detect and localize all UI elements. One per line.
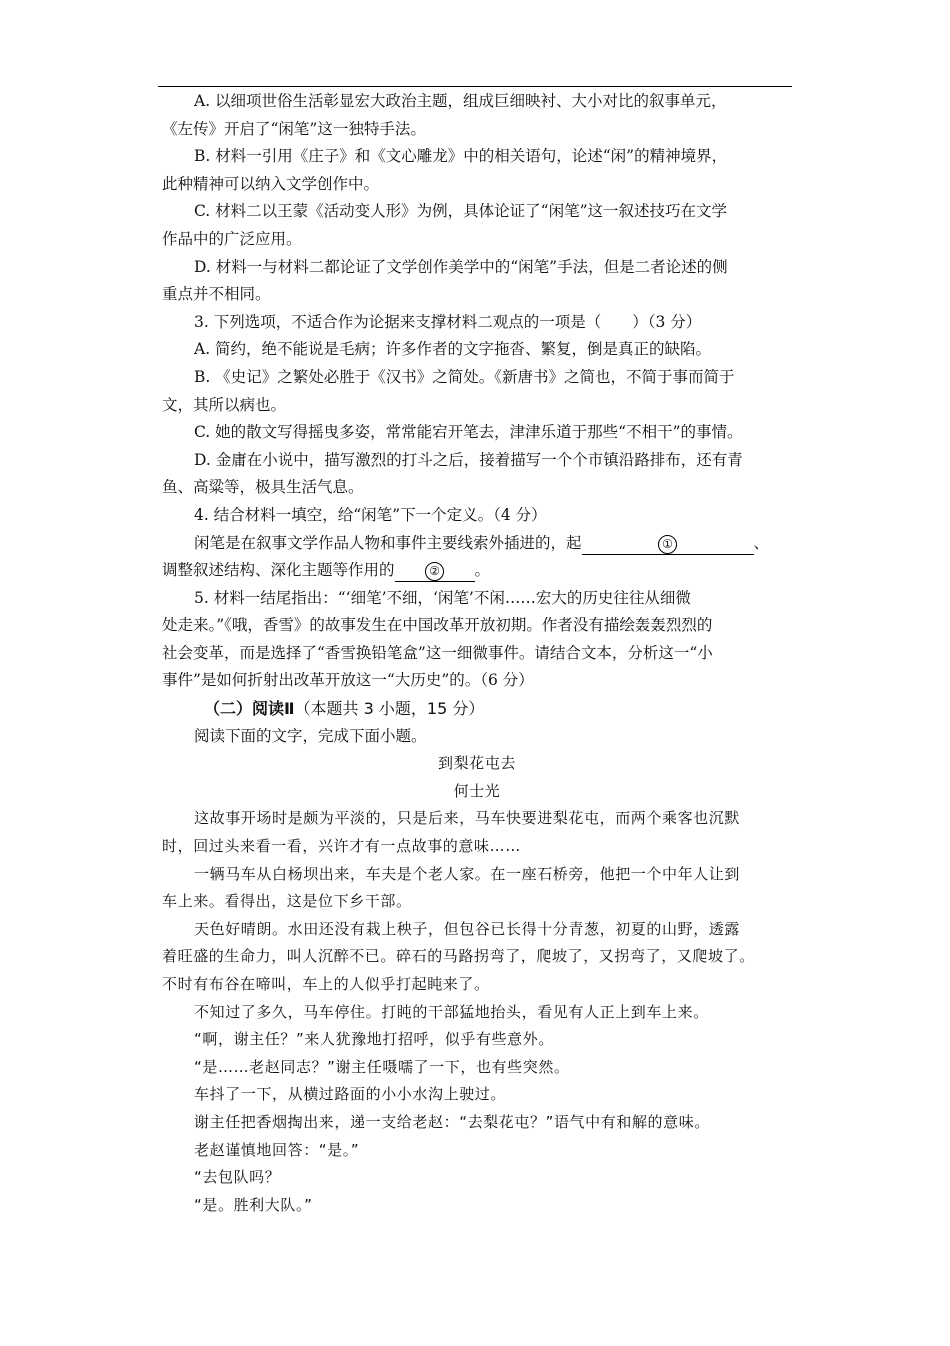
q3-option-d-line2: 鱼、高粱等，极具生活气息。 xyxy=(162,478,364,497)
reading-instruction: 阅读下面的文字，完成下面小题。 xyxy=(194,726,427,745)
story-title: 到梨花屯去 xyxy=(437,754,516,773)
q2-option-c-line1: C. 材料二以王蒙《活动变人形》为例，具体论证了“闲笔”这一叙述技巧在文学 xyxy=(194,202,728,221)
story-p2-line2: 车上来。看得出，这是位下乡干部。 xyxy=(162,892,412,911)
answer-blank-1[interactable] xyxy=(582,533,754,555)
q2-option-a-line2: 《左传》开启了“闲笔”这一独特手法。 xyxy=(162,119,426,138)
q2-option-c-line2: 作品中的广泛应用。 xyxy=(162,229,302,248)
section-heading-note: （本题共 3 小题，15 分） xyxy=(294,699,485,719)
story-p10: “去包队吗？ xyxy=(194,1168,281,1187)
q2-option-b-line2: 此种精神可以纳入文学创作中。 xyxy=(162,174,380,193)
story-p8: 谢主任把香烟掏出来，递一支给老赵：“去梨花屯？”语气中有和解的意味。 xyxy=(194,1112,710,1131)
q3-option-c: C. 她的散文写得摇曳多姿，常常能宕开笔去，津津乐道于那些“不相干”的事情。 xyxy=(194,423,743,442)
story-p2-line1: 一辆马车从白杨坝出来，车夫是个老人家。在一座石桥旁，他把一个中年人让到 xyxy=(194,864,741,883)
q5-line2: 处走来。”《哦，香雪》的故事发生在中国改革开放初期。作者没有描绘轰轰烈烈的 xyxy=(162,616,713,635)
q4-line1-text: 闲笔是在叙事文学作品人物和事件主要线索外插进的，起 xyxy=(194,533,582,552)
q3-option-b-line1: B. 《史记》之繁处必胜于《汉书》之简处。《新唐书》之简也，不简于事而简于 xyxy=(194,367,735,386)
section-heading-title: （二）阅读Ⅱ xyxy=(204,699,295,719)
story-p3-line3: 不时有布谷在啼叫，车上的人似乎打起盹来了。 xyxy=(162,975,490,993)
story-p3-line1: 天色好晴朗。水田还没有栽上秧子，但包谷已长得十分青葱，初夏的山野，透露 xyxy=(194,919,741,938)
q4-line1-tail: 、 xyxy=(753,533,770,552)
q2-option-b-line1: B. 材料一引用《庄子》和《文心雕龙》中的相关语句，论述“闲”的精神境界， xyxy=(194,147,728,166)
q2-option-d-line1: D. 材料一与材料二都论证了文学创作美学中的“闲笔”手法，但是二者论述的侧 xyxy=(194,257,728,276)
q3-stem: 3. 下列选项，不适合作为论据来支撑材料二观点的一项是（ ）（3 分） xyxy=(194,312,702,331)
blank-2-marker: ② xyxy=(425,562,444,581)
story-p11: “是。胜利大队。” xyxy=(194,1195,313,1214)
q4-line2-text: 调整叙述结构、深化主题等作用的 xyxy=(162,561,395,580)
story-p7: 车抖了一下，从横过路面的小小水沟上驶过。 xyxy=(194,1085,507,1104)
story-p1-line1: 这故事开场时是颇为平淡的，只是后来，马车快要进梨花屯，而两个乘客也沉默 xyxy=(194,809,741,828)
section-heading xyxy=(162,695,792,723)
story-p1-line2: 时，回过头来看一看，兴许才有一点故事的意味…… xyxy=(162,837,521,856)
story-p5: “啊，谢主任？”来人犹豫地打招呼，似乎有些意外。 xyxy=(194,1030,554,1049)
story-p3-line2: 着旺盛的生命力，叫人沉醉不已。碎石的马路拐弯了，爬坡了，又拐弯了，又爬坡了。 xyxy=(162,947,755,966)
q4-stem: 4. 结合材料一填空，给“闲笔”下一个定义。（4 分） xyxy=(194,505,547,524)
q5-line3: 社会变革，而是选择了“香雪换铅笔盒”这一细微事件。请结合文本，分析这一“小 xyxy=(162,643,713,662)
q2-option-d-line2: 重点并不相同。 xyxy=(162,285,271,304)
q4-fill-line2 xyxy=(162,557,792,585)
q3-option-b-line2: 文，其所以病也。 xyxy=(162,395,287,414)
story-author: 何士光 xyxy=(453,781,501,800)
story-p9: 老赵谨慎地回答：“是。” xyxy=(194,1140,360,1159)
document-body xyxy=(162,88,792,1219)
answer-blank-2[interactable] xyxy=(395,560,475,582)
q5-line4: 事件”是如何折射出改革开放这一“大历史”的。（6 分） xyxy=(162,671,534,690)
q3-option-d-line1: D. 金庸在小说中，描写激烈的打斗之后，接着描写一个个市镇沿路排布，还有青 xyxy=(194,450,743,469)
q4-line2-tail: 。 xyxy=(474,561,491,580)
story-p6: “是……老赵同志？”谢主任嗫嚅了一下，也有些突然。 xyxy=(194,1057,570,1076)
q4-fill-line1 xyxy=(162,530,792,558)
blank-1-marker: ① xyxy=(658,535,677,554)
q2-option-a-line1: A. 以细项世俗生活彰显宏大政治主题，组成巨细映衬、大小对比的叙事单元， xyxy=(194,92,727,110)
q5-line1: 5. 材料一结尾指出：“‘细笔’不细，‘闲笔’不闲……宏大的历史往往从细微 xyxy=(194,588,691,607)
header-rule xyxy=(158,86,792,87)
q3-option-a: A. 简约，绝不能说是毛病；许多作者的文字拖沓、繁复，倒是真正的缺陷。 xyxy=(194,340,712,359)
story-p4: 不知过了多久，马车停住。打盹的干部猛地抬头，看见有人正上到车上来。 xyxy=(194,1002,709,1021)
